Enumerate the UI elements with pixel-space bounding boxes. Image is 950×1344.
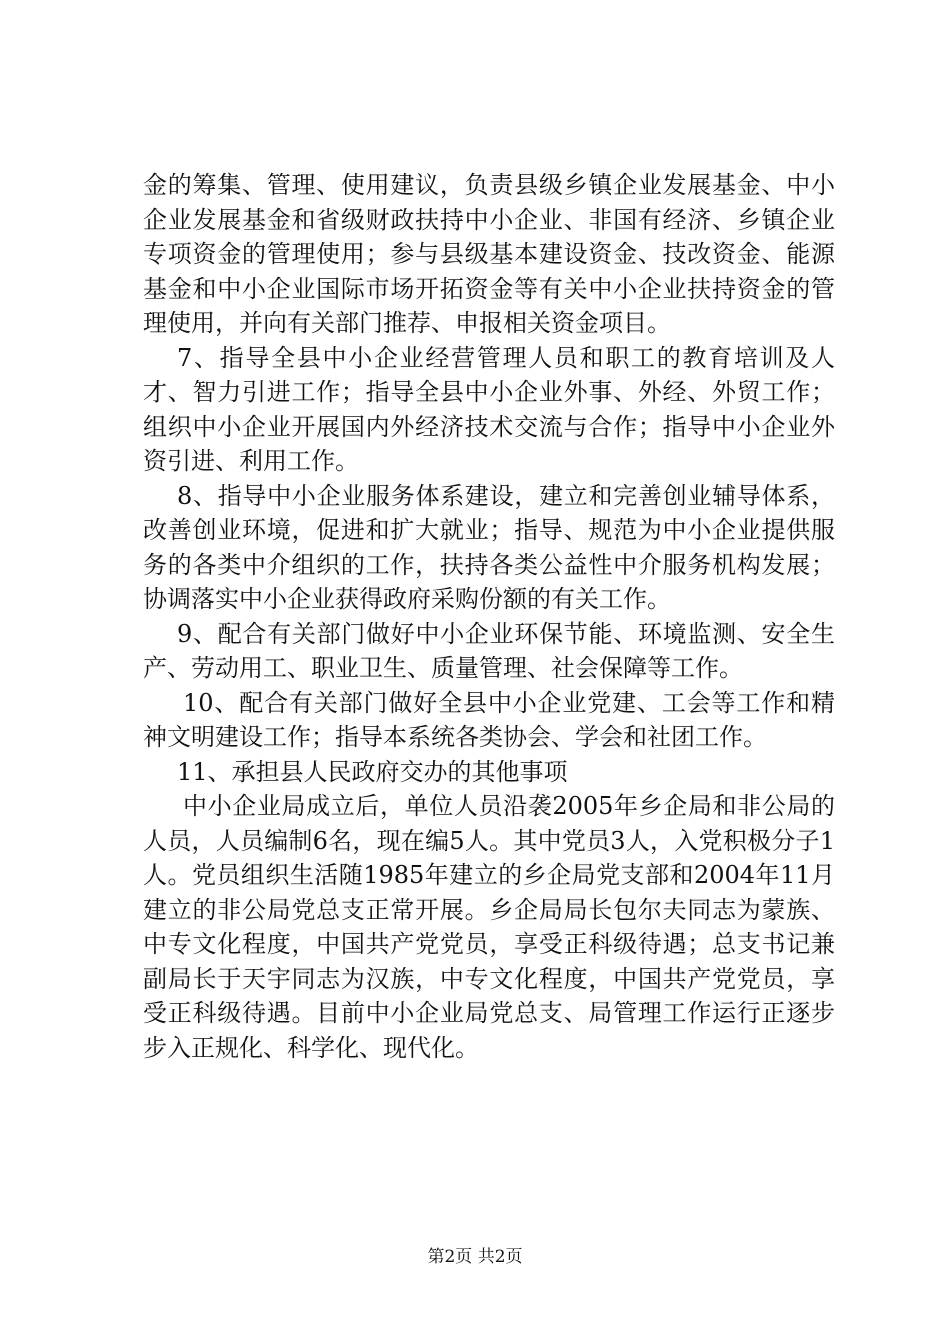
body-text: [143, 168, 835, 1065]
paragraph-item-9: 9、配合有关部门做好中小企业环保节能、环境监测、安全生产、劳动用工、职业卫生、质量管理、社会保障等工作。: [143, 619, 835, 682]
paragraph-item-7: 7、指导全县中小企业经营管理人员和职工的教育培训及人才、智力引进工作；指导全县中小企业外事、外经、外贸工作；组织中小企业开展国内外经济技术交流与合作；指导中小企业外资引进、利用工作。: [143, 343, 835, 475]
paragraph-item-11: 11、承担县人民政府交办的其他事项: [177, 757, 568, 786]
paragraph-item-8: 8、指导中小企业服务体系建设，建立和完善创业辅导体系，改善创业环境，促进和扩大就业；指导、规范为中小企业提供服务的各类中介组织的工作，扶持各类公益性中介服务机构发展；协调落实中小企业获得政府采购份额的有关工作。: [143, 481, 835, 613]
page-number-footer: 第2页 共2页: [427, 1247, 523, 1267]
paragraph-staffing: 中小企业局成立后，单位人员沿袭2005年乡企局和非公局的人员，人员编制6名，现在编5人。其中党员3人，入党积极分子1人。党员组织生活随1985年建立的乡企局党支部和2004年11月建立的非公局党总支正常开展。乡企局局长包尔夫同志为蒙族、中专文化程度，中国共产党党员，享受正科级待遇；总支书记兼副局长于天宇同志为汉族，中专文化程度，中国共产党党员，享受正科级待遇。目前中小企业局党总支、局管理工作运行正逐步步入正规化、科学化、现代化。: [143, 792, 835, 1062]
paragraph-funds-continuation: 金的筹集、管理、使用建议，负责县级乡镇企业发展基金、中小企业发展基金和省级财政扶持中小企业、非国有经济、乡镇企业专项资金的管理使用；参与县级基本建设资金、技改资金、能源基金和中小企业国际市场开拓资金等有关中小企业扶持资金的管理使用，并向有关部门推荐、申报相关资金项目。: [143, 171, 835, 337]
paragraph-item-10: 10、配合有关部门做好全县中小企业党建、工会等工作和精神文明建设工作；指导本系统各类协会、学会和社团工作。: [143, 688, 835, 751]
